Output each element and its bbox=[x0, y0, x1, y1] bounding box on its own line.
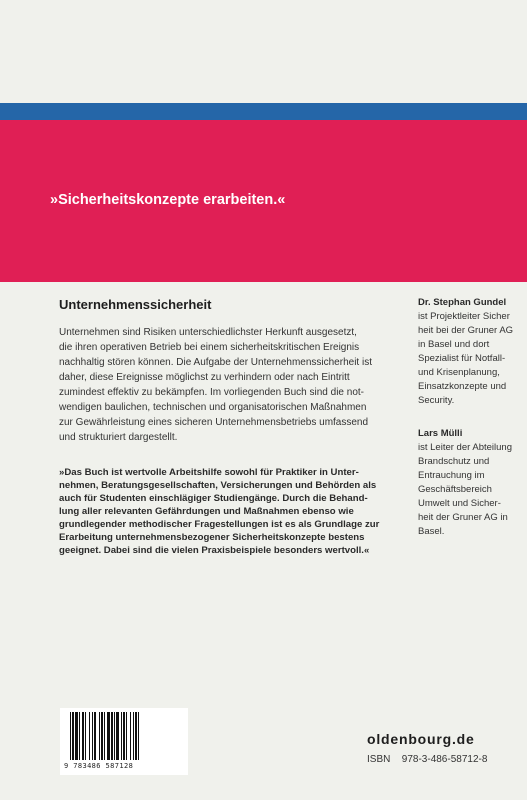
quote-line: nehmen, Beratungsgesellschaften, Versicherungen und Behörden als bbox=[59, 480, 377, 491]
author-bio-line: Geschäftsbereich bbox=[418, 484, 492, 495]
intro-line: zumindest effektiv zu bekämpfen. Im vorliegenden Buch sind die not- bbox=[59, 387, 364, 398]
author-bio-line: heit der Gruner AG in bbox=[418, 512, 508, 523]
intro-text bbox=[59, 325, 389, 445]
intro-line: wendigen baulichen, technischen und organisatorischen Maßnahmen bbox=[59, 402, 367, 413]
quote-line: Erarbeitung unternehmensbezogener Sicherheitskonzepte bestens bbox=[59, 532, 365, 543]
intro-line: daher, diese Ereignisse möglichst zu verhindern oder nach Eintritt bbox=[59, 372, 350, 383]
blue-stripe bbox=[0, 103, 527, 120]
barcode bbox=[60, 708, 188, 775]
section-title: Unternehmenssicherheit bbox=[59, 297, 212, 312]
author-name: Dr. Stephan Gundel bbox=[418, 297, 507, 308]
quote-line: grundlegender methodischer Fragestellungen ist es als Grundlage zur bbox=[59, 519, 380, 530]
isbn-label: ISBN bbox=[367, 754, 391, 765]
intro-line: zur Gewährleistung eines sicheren Unternehmensbetriebs umfassend bbox=[59, 417, 369, 428]
author-bio-line: ist Leiter der Abteilung bbox=[418, 442, 513, 453]
top-band bbox=[0, 0, 527, 103]
quote-line: auch für Studenten einschlägiger Studiengänge. Durch die Behand- bbox=[59, 493, 368, 504]
author-bio-line: Einsatzkonzepte und bbox=[418, 381, 507, 392]
quote-line: »Das Buch ist wertvolle Arbeitshilfe sowohl für Praktiker in Unter- bbox=[59, 467, 359, 478]
isbn bbox=[367, 754, 487, 765]
author-bio-line: heit bei der Gruner AG bbox=[418, 325, 514, 336]
slogan: »Sicherheitskonzepte erarbeiten.« bbox=[50, 192, 286, 208]
intro-line: und strukturiert dargestellt. bbox=[59, 432, 178, 443]
intro-line: Unternehmen sind Risiken unterschiedlichster Herkunft ausgesetzt, bbox=[59, 327, 357, 338]
author-bio-muelli bbox=[418, 427, 523, 539]
author-bio-line: Security. bbox=[418, 395, 455, 406]
author-bio-line: in Basel und dort bbox=[418, 339, 490, 350]
intro-line: die ihren operativen Betrieb bei einem sicherheitskritischen Ereignis bbox=[59, 342, 360, 353]
intro-line: nachhaltig stören können. Die Aufgabe der Unternehmenssicherheit ist bbox=[59, 357, 372, 368]
author-name: Lars Mülli bbox=[418, 428, 463, 439]
barcode-bars bbox=[64, 712, 184, 762]
publisher-website: oldenbourg.de bbox=[367, 731, 475, 747]
quote-line: lung aller relevanten Gefährdungen und Maßnahmen ebenso wie bbox=[59, 506, 354, 517]
author-bio-line: Brandschutz und bbox=[418, 456, 490, 467]
quote-line: geeignet. Dabei sind die vielen Praxisbeispiele besonders wertvoll.« bbox=[59, 545, 370, 556]
author-bio-line: und Krisenplanung, bbox=[418, 367, 500, 378]
review-quote bbox=[59, 466, 389, 557]
isbn-value: 978-3-486-58712-8 bbox=[401, 754, 488, 765]
author-bio-line: Umwelt und Sicher- bbox=[418, 498, 501, 509]
author-bio-line: Entrauchung im bbox=[418, 470, 485, 481]
author-bio-line: ist Projektleiter Sicher bbox=[418, 311, 510, 322]
barcode-number: 9 783486 587128 bbox=[64, 762, 134, 770]
author-bio-line: Spezialist für Notfall- bbox=[418, 353, 506, 364]
author-bio-gundel bbox=[418, 296, 523, 408]
author-bio-line: Basel. bbox=[418, 526, 445, 537]
